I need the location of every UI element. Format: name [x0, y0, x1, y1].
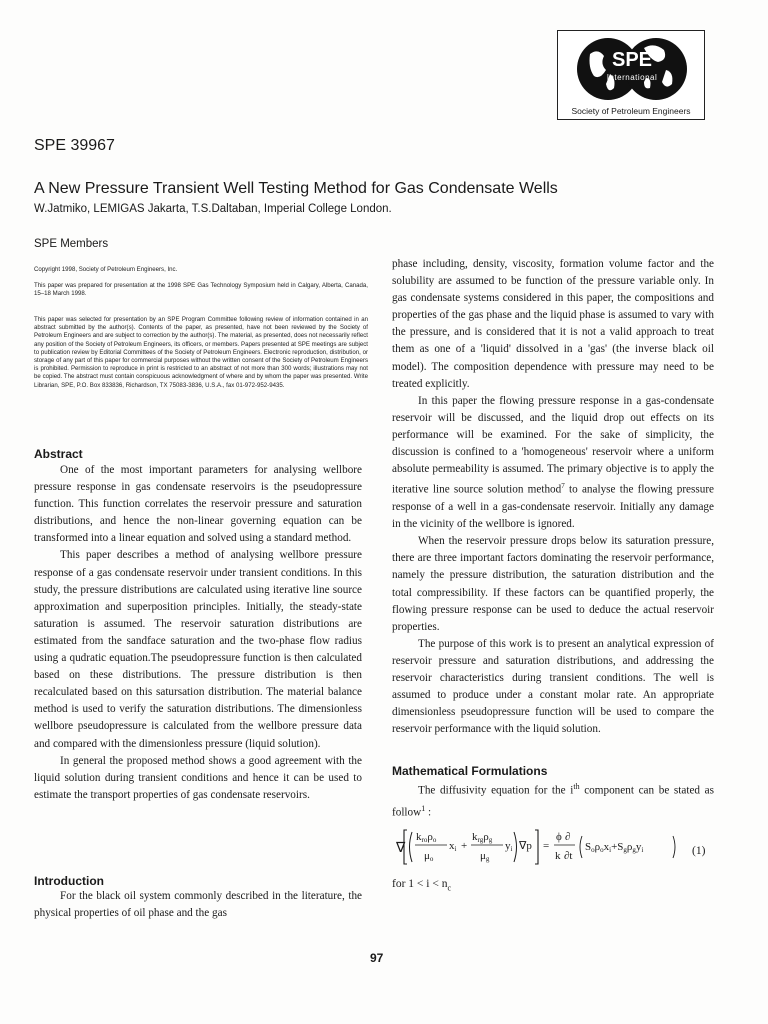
- right-paragraph-1: [392, 393, 714, 533]
- introduction-body: [34, 888, 362, 922]
- members-label: SPE Members: [34, 238, 109, 250]
- citation-superscript: 7: [561, 482, 565, 491]
- abstract-paragraph-2: This paper describes a method of analysing wellbore pressure response of a gas condensate reservoir under transient conditions. In this study, the pressure distributions are calculated using iterative line source approximation and superposition principles. Initially, the steady-state saturation is assumed. The reservoir saturation distributions are estimated from the sandface saturation and the two-phase flow radius using a qudratic equation.The pseudopressure function is then calculated based on these distributions. The pressure distribution is then recalculated based on this satursation distribution. The material balance method is used to verify the saturation distributions. The dimensionless wellbore pseudopressure is calculated from the wellbore pressure data and compared with the dimensionless pressure (liquid solution).: [34, 549, 362, 750]
- spe-globe-icon: [576, 34, 688, 104]
- math-superscript-ref: 1: [421, 803, 426, 813]
- abstract-heading: Abstract: [34, 447, 83, 461]
- right-paragraph-2: When the reservoir pressure drops below its saturation pressure, there are three important factors dominating the reservoir performance, namely the pressure distribution, the saturation distribution and the total compressibility. If these factors can be quantified properly, the flowing pressure response can be used to deduce the actual reservoir properties.: [392, 535, 714, 633]
- logo-caption: Society of Petroleum Engineers: [571, 106, 691, 116]
- math-intro-text-c: :: [425, 806, 432, 819]
- introduction-heading: Introduction: [34, 874, 104, 888]
- svg-text:∂: ∂: [565, 831, 571, 843]
- equation-condition-text: for 1 < i < n: [392, 878, 448, 890]
- selection-note: This paper was selected for presentation by an SPE Program Committee following review of information contained in an abstract submitted by the author(s). Contents of the paper, as presented, have not been reviewed by the Society of Petroleum Engineers and are subject to correction by the author(s). The material, as presented, does not necessarily reflect any position of the Society of Petroleum Engineers, its officers, or members. Papers presented at SPE meetings are subject to publication review by Editorial Committees of the Society of Petroleum Engineers. Electronic reproduction, distribution, or storage of any part of this paper for commercial purposes without the written consent of the Society of Petroleum Engineers is prohibited. Permission to reproduce in print is restricted to an abstract of not more than 300 words; illustrations may not be copied. The abstract must contain conspicuous acknowledgment of where and by whom the paper was presented. Write Librarian, SPE, P.O. Box 833836, Richardson, TX 75083-3836, U.S.A., fax 01-972-952-9435.: [34, 316, 368, 389]
- svg-text:∂t: ∂t: [564, 850, 573, 862]
- math-formulations-heading: Mathematical Formulations: [392, 764, 548, 778]
- math-intro-text-a: The diffusivity equation for the i: [418, 784, 574, 797]
- svg-text:=: =: [543, 840, 550, 852]
- right-paragraph-1-text-a: In this paper the flowing pressure response in a gas-condensate reservoir will be discussed, and the liquid drop out effects on its performance will be examined. For the sake of simplicity, the discussion is confined to a 'homogeneous' reservoir where a uniform absolute permeability is assumed. The primary objective is to apply the iterative line source solution method: [392, 394, 714, 496]
- paper-authors: W.Jatmiko, LEMIGAS Jakarta, T.S.Daltaban, Imperial College London.: [34, 203, 392, 215]
- paper-number: SPE 39967: [34, 137, 115, 154]
- right-paragraph-3: The purpose of this work is to present an analytical expression of reservoir pressure and saturation distributions, and addressing the reservoir characteristics during transient conditions. The well is assumed to produce under a constant molar rate. An appropriate dimensionless pseudopressure function will be used to compare the reservoir performance with the liquid solution.: [392, 637, 714, 736]
- svg-text:krgρg: krgρg: [472, 831, 493, 844]
- equation-number: (1): [692, 845, 706, 857]
- logo-subtitle: International: [606, 73, 658, 82]
- diffusivity-equation: [392, 822, 714, 870]
- math-intro: [392, 778, 714, 822]
- abstract-paragraph-1: One of the most important parameters for analysing wellbore pressure response in gas condensate reservoirs is the pseudopressure function. This function correlates the reservoir pressure and saturation distributions, and hence the non-linear governing equation can be transformed into a linear equation and solved using a standard method.: [34, 464, 362, 545]
- right-column-body: [392, 256, 714, 738]
- svg-text:ϕ: ϕ: [556, 831, 562, 843]
- page-number: 97: [370, 951, 384, 965]
- equation-condition: [392, 878, 451, 892]
- math-intro-text-b: component can be stated as follow: [392, 784, 714, 819]
- paper-title: A New Pressure Transient Well Testing Method for Gas Condensate Wells: [34, 180, 558, 197]
- right-paragraph-0: phase including, density, viscosity, formation volume factor and the solubility are assumed to be function of the pressure variable only. In gas condensate systems considered in this paper, the compositions and properties of the gas phase and the liquid phase is assumed to vary with the pressure, and is considered that it is not a valid approach to treat them as one of a 'liquid' dissolved in a 'gas' (the inverse black oil model). The composition dependence with pressure may need to be treated explicitly.: [392, 258, 714, 390]
- svg-text:μo: μo: [424, 850, 434, 863]
- svg-text:yi: yi: [505, 840, 513, 853]
- math-intro-paragraph: [392, 778, 714, 822]
- math-superscript-th: th: [573, 782, 580, 791]
- spe-logo: [557, 30, 705, 120]
- svg-text:kroρo: kroρo: [416, 831, 437, 844]
- svg-text:∇p: ∇p: [519, 840, 532, 852]
- abstract-paragraph-3: In general the proposed method shows a good agreement with the liquid solution during transient conditions and hence it can be used to estimate the transport properties of gas condensate reservoirs.: [34, 754, 362, 801]
- svg-text:Soρoxi+Sgρgyi: Soρoxi+Sgρgyi: [585, 841, 644, 854]
- svg-text:∇: ∇: [396, 841, 406, 856]
- preparation-note: This paper was prepared for presentation at the 1998 SPE Gas Technology Symposium held in Calgary, Alberta, Canada, 15–18 March 1998.: [34, 282, 368, 298]
- svg-text:μg: μg: [480, 850, 490, 863]
- svg-text:xi: xi: [449, 840, 457, 853]
- introduction-paragraph-1: For the black oil system commonly described in the literature, the physical properties of oil phase and the gas: [34, 890, 362, 920]
- copyright-notice: Copyright 1998, Society of Petroleum Engineers, Inc.: [34, 266, 178, 273]
- logo-brand: SPE: [611, 49, 653, 71]
- right-paragraph-1-text-b: to analyse the flowing pressure response of a well in a gas-condensate reservoir. Initially any damage in the vicinity of the wellbore is ignored.: [392, 483, 715, 531]
- abstract-body: [34, 462, 362, 804]
- svg-text:+: +: [461, 840, 468, 852]
- equation-condition-subscript: c: [447, 883, 452, 893]
- svg-text:k: k: [555, 850, 561, 862]
